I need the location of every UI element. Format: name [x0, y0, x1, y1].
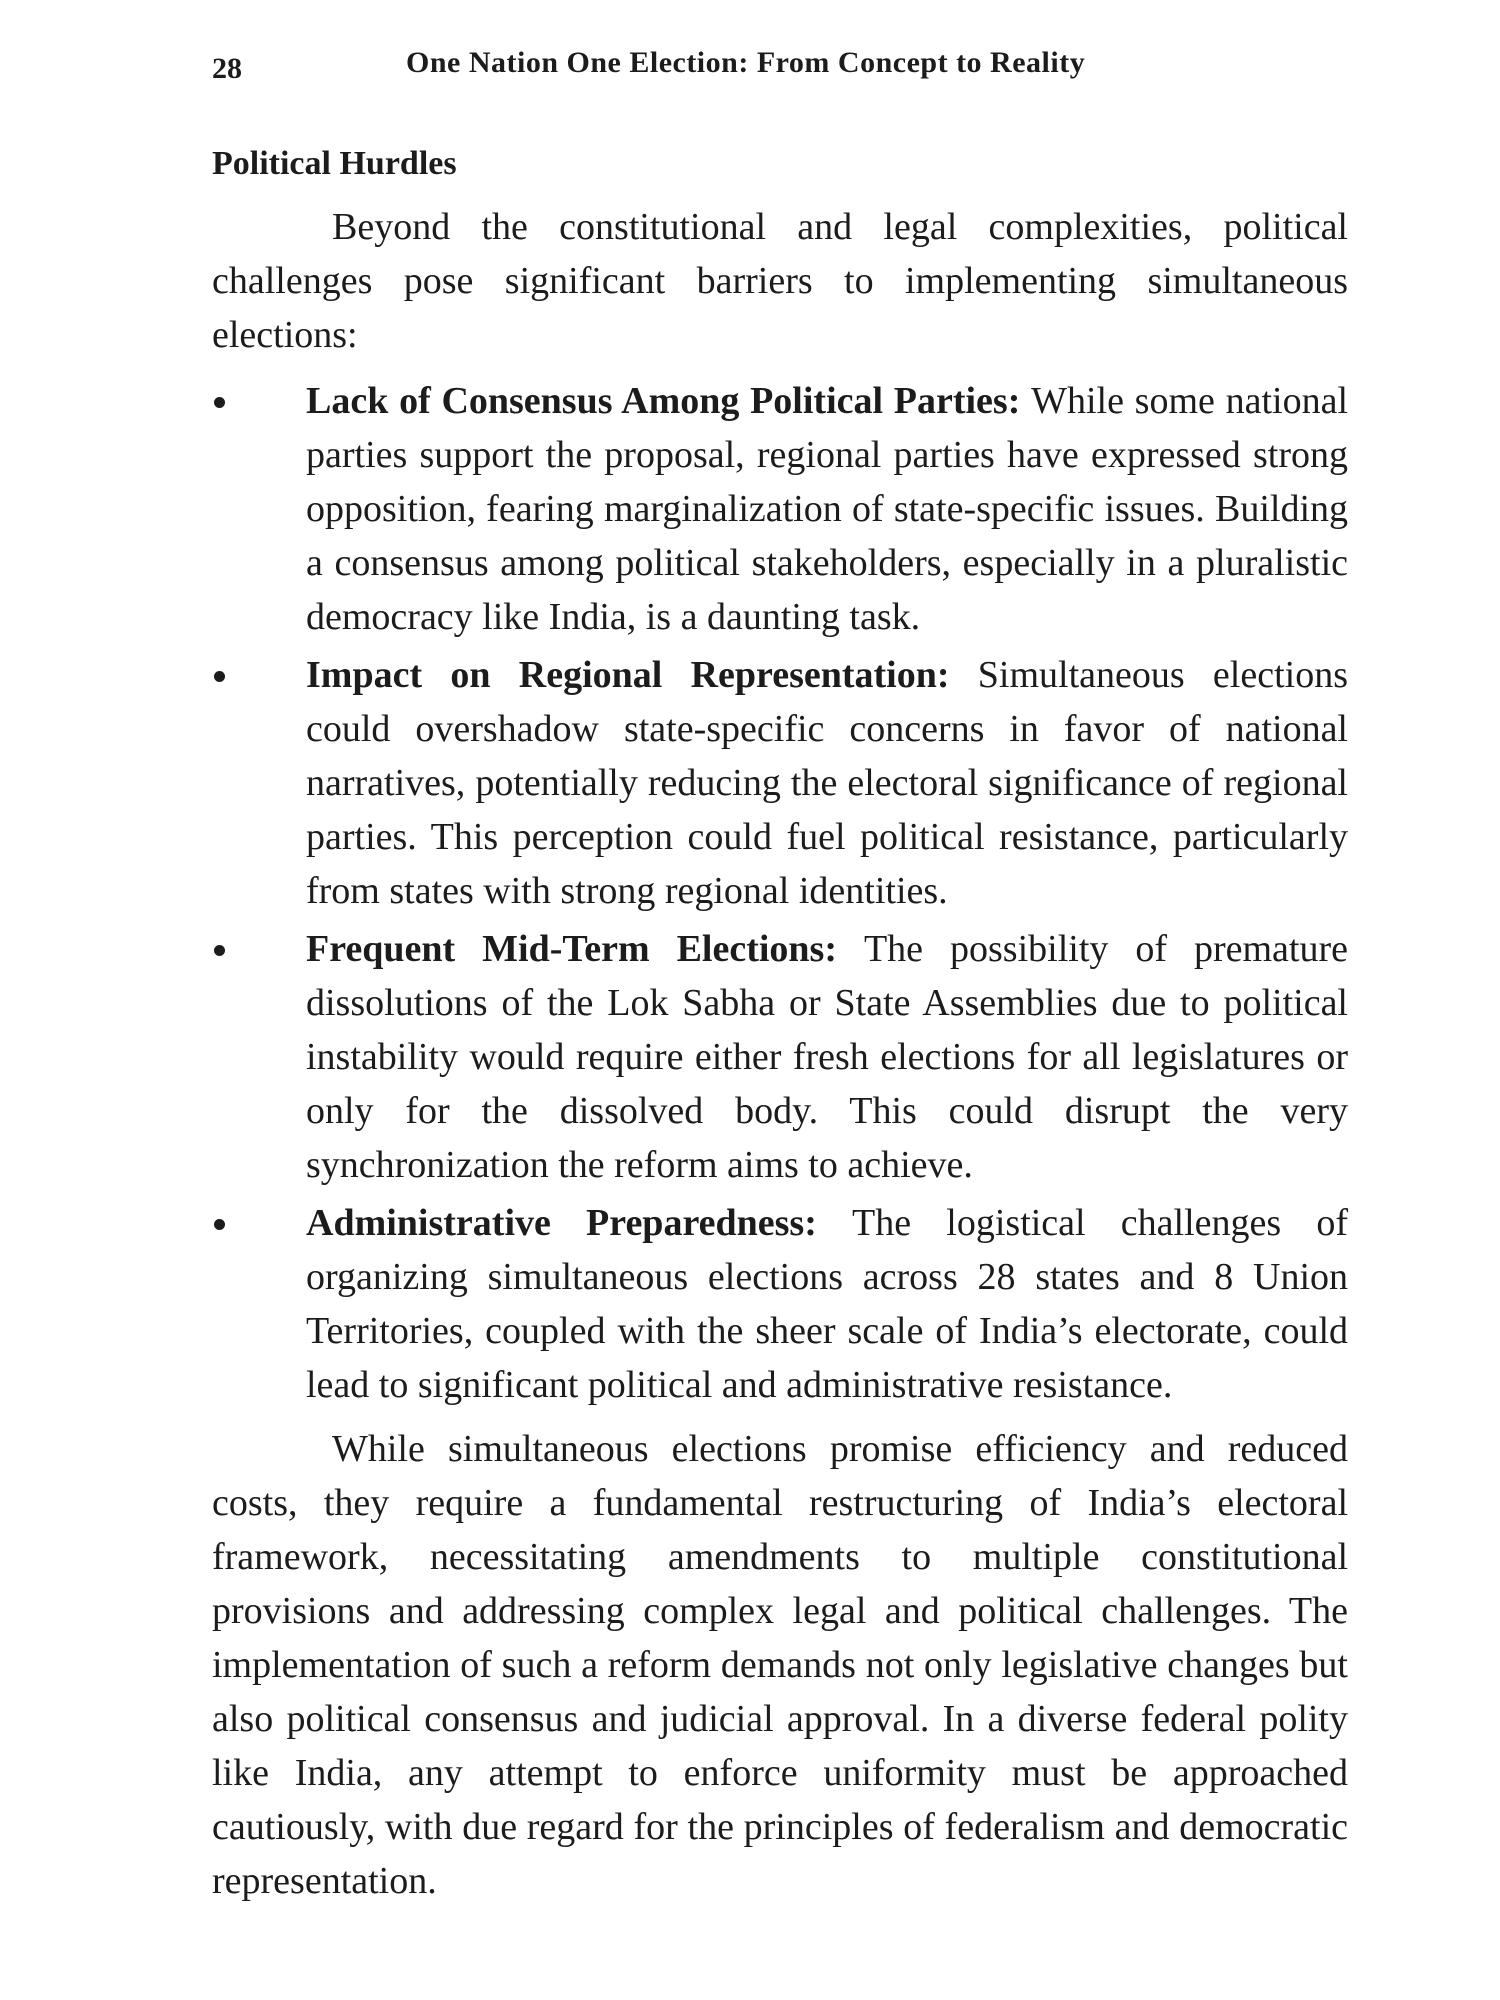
bullet-icon: [214, 671, 225, 682]
bullet-icon: [214, 1219, 225, 1230]
page-number: 28: [212, 52, 242, 85]
item-term: Frequent Mid-Term Elections:: [306, 928, 864, 970]
bullet-icon: [214, 397, 225, 408]
intro-paragraph: Beyond the constitutional and legal complexities, political challenges pose significant barriers to implementing simultaneous elections:: [212, 206, 1348, 356]
item-term: Impact on Regional Representation:: [306, 654, 978, 696]
item-term: Administrative Preparedness:: [306, 1202, 853, 1244]
list-item: [212, 1196, 1348, 1412]
item-text: Simultaneous elections could overshadow state-specific concerns in favor of national narratives, potentially reducing the electoral significance of regional parties. This perception could fuel political resistance, particularly from states with strong regional identities.: [306, 654, 1348, 912]
list-item: [212, 922, 1348, 1192]
list-item: [212, 374, 1348, 644]
hurdles-list: [212, 374, 1348, 1412]
conclusion-paragraph: While simultaneous elections promise efficiency and reduced costs, they require a fundamental restructuring of India’s electoral framework, necessitating amendments to multiple constitutional provisions and addressing complex legal and political challenges. The implementation of such a reform demands not only legislative changes but also political consensus and judicial approval. In a diverse federal polity like India, any attempt to enforce uniformity must be approached cautiously, with due regard for the principles of federalism and democratic representation.: [212, 1428, 1348, 1902]
item-text: The logistical challenges of organizing simultaneous elections across 28 states and 8 Union Territories, coupled with the sheer scale of India’s electorate, could lead to significant political and administrative resistance.: [306, 1202, 1348, 1406]
item-text: While some national parties support the proposal, regional parties have expressed strong opposition, fearing marginalization of state-specific issues. Building a consensus among political stakeholders, especially in a pluralistic democracy like India, is a daunting task.: [306, 380, 1348, 638]
running-header: [212, 46, 1348, 94]
item-text: The possibility of premature dissolutions of the Lok Sabha or State Assemblies due to political instability would require either fresh elections for all legislatures or only for the dissolved body. This could disrupt the very synchronization the reform aims to achieve.: [306, 928, 1348, 1186]
list-item: [212, 648, 1348, 918]
book-title: One Nation One Election: From Concept to Reality: [406, 46, 1086, 79]
item-term: Lack of Consensus Among Political Parties:: [306, 380, 1032, 422]
bullet-icon: [214, 945, 225, 956]
page-content: [212, 142, 1348, 1908]
section-heading: Political Hurdles: [212, 145, 457, 182]
